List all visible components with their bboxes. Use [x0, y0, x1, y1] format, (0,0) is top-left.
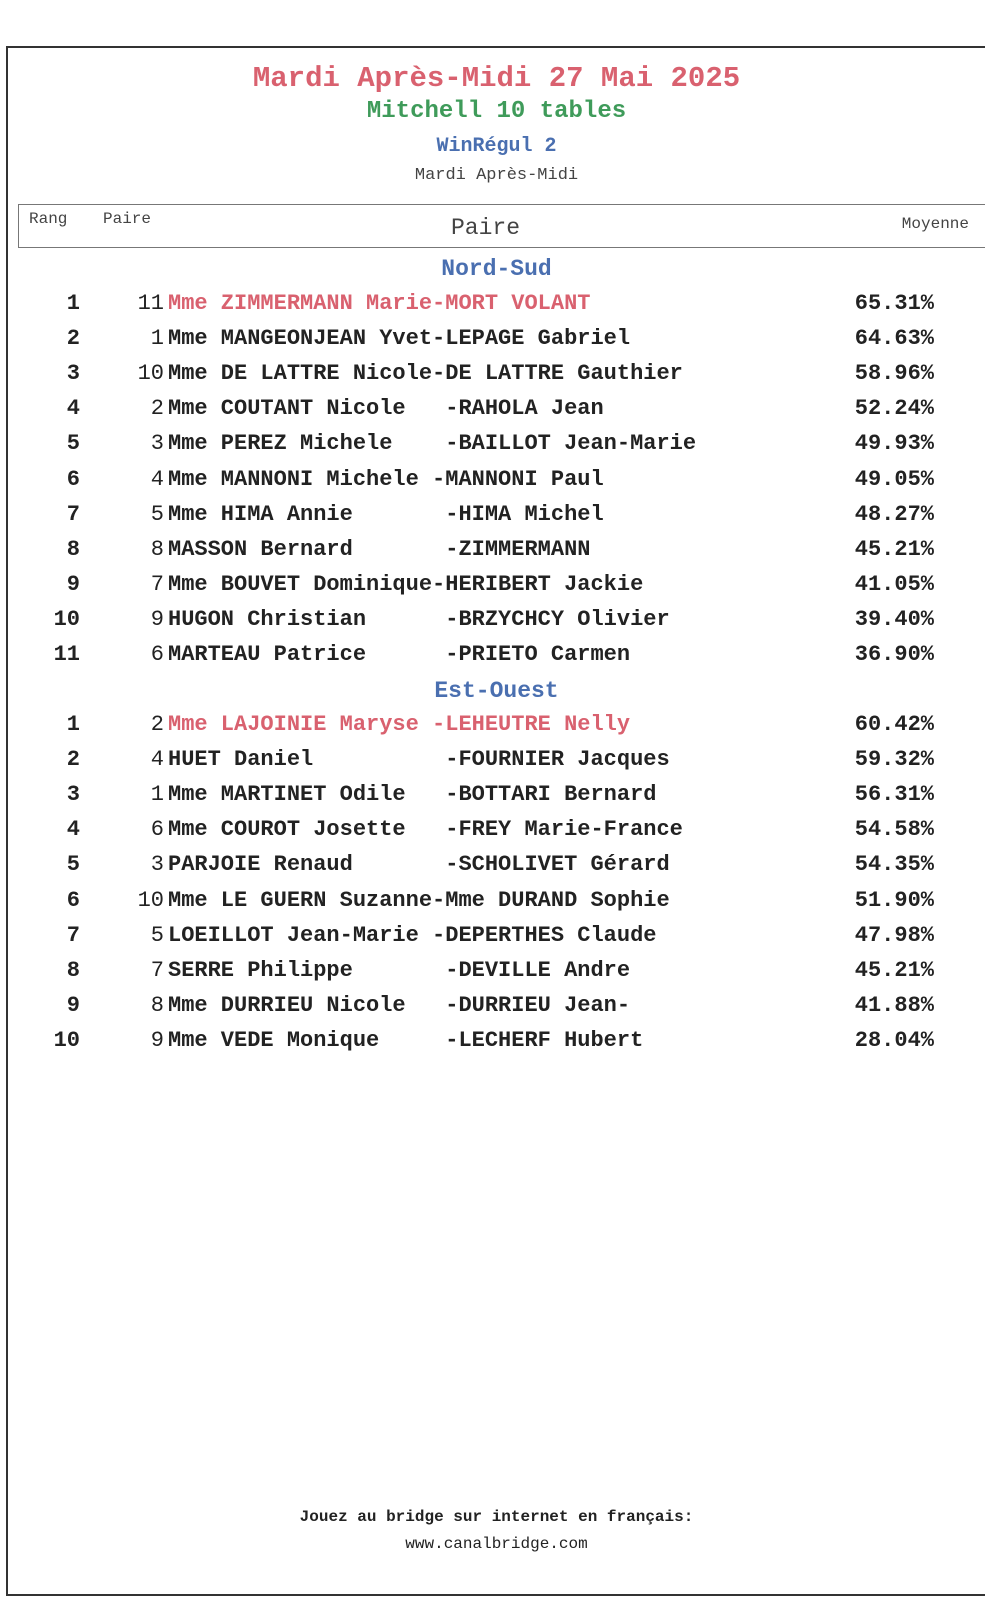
- pair-names-cell: Mme LE GUERN Suzanne-Mme DURAND Sophie: [168, 887, 670, 913]
- rank-cell: 4: [66, 817, 80, 843]
- pair-names-cell: Mme MANNONI Michele -MANNONI Paul: [168, 466, 604, 492]
- column-header: [18, 204, 985, 248]
- pair-number-cell: 3: [150, 852, 164, 878]
- score-cell: 47.98%: [854, 922, 934, 948]
- table-row: [8, 923, 978, 957]
- rank-cell: 8: [66, 536, 80, 562]
- pair-names-cell: PARJOIE Renaud -SCHOLIVET Gérard: [168, 852, 670, 878]
- pair-names-cell: LOEILLOT Jean-Marie -DEPERTHES Claude: [168, 922, 657, 948]
- footer-url: www.canalbridge.com: [405, 1535, 588, 1553]
- table-row: [8, 607, 978, 641]
- pair-number-cell: 1: [150, 782, 164, 808]
- rank-cell: 3: [66, 361, 80, 387]
- score-cell: 54.58%: [854, 817, 934, 843]
- rank-cell: 9: [66, 992, 80, 1018]
- rank-cell: 1: [66, 291, 80, 316]
- table-row: [8, 326, 978, 360]
- table-row: [8, 958, 978, 992]
- pair-names-cell: MASSON Bernard -ZIMMERMANN: [168, 536, 591, 562]
- rank-cell: 6: [66, 466, 80, 492]
- rank-cell: 10: [53, 606, 80, 632]
- rank-cell: 6: [66, 887, 80, 913]
- pair-names-cell: SERRE Philippe -DEVILLE Andre: [168, 957, 631, 983]
- score-cell: 39.40%: [854, 606, 934, 632]
- table-row: [8, 502, 978, 536]
- score-cell: 49.05%: [854, 466, 934, 492]
- rank-cell: 7: [66, 501, 80, 527]
- rank-cell: 4: [66, 396, 80, 422]
- rank-cell: 2: [66, 747, 80, 773]
- pair-names-cell: Mme VEDE Monique -LECHERF Hubert: [168, 1027, 644, 1053]
- score-cell: 41.88%: [854, 992, 934, 1018]
- pair-names-cell: Mme MARTINET Odile -BOTTARI Bernard: [168, 782, 657, 808]
- rank-cell: 5: [66, 431, 80, 457]
- pair-number-cell: 6: [150, 642, 164, 667]
- rank-cell: 3: [66, 782, 80, 808]
- pair-number-cell: 2: [150, 396, 164, 422]
- table-row: [8, 361, 978, 395]
- rank-cell: 1: [66, 712, 80, 737]
- score-cell: 28.04%: [854, 1027, 934, 1053]
- table-row: [8, 888, 978, 922]
- pair-names-cell: HUGON Christian -BRZYCHCY Olivier: [168, 606, 670, 632]
- table-row: [8, 396, 978, 430]
- score-cell: 52.24%: [854, 396, 934, 422]
- score-cell: 64.63%: [854, 326, 934, 352]
- pair-number-cell: 10: [137, 887, 164, 913]
- column-moyenne: Moyenne: [901, 215, 969, 233]
- section-title: Nord-Sud: [441, 256, 552, 282]
- pair-names-cell: Mme BOUVET Dominique-HERIBERT Jackie: [168, 571, 644, 597]
- score-cell: 51.90%: [854, 887, 934, 913]
- section-title: Est-Ouest: [434, 678, 559, 704]
- pair-names-cell: Mme ZIMMERMANN Marie-MORT VOLANT: [168, 291, 591, 316]
- pair-number-cell: 7: [150, 957, 164, 983]
- rank-cell: 10: [53, 1027, 80, 1053]
- table-row: [8, 993, 978, 1027]
- score-cell: 56.31%: [854, 782, 934, 808]
- page-title: Mardi Après-Midi 27 Mai 2025: [252, 62, 741, 95]
- pair-names-cell: Mme COUROT Josette -FREY Marie-France: [168, 817, 683, 843]
- pair-names-cell: Mme PEREZ Michele -BAILLOT Jean-Marie: [168, 431, 697, 457]
- pair-number-cell: 2: [150, 712, 164, 737]
- pair-number-cell: 4: [150, 747, 164, 773]
- score-cell: 45.21%: [854, 957, 934, 983]
- rank-cell: 11: [53, 642, 80, 667]
- rank-cell: 9: [66, 571, 80, 597]
- score-cell: 59.32%: [854, 747, 934, 773]
- score-cell: 58.96%: [854, 361, 934, 387]
- pair-number-cell: 8: [150, 536, 164, 562]
- pair-number-cell: 3: [150, 431, 164, 457]
- page-subtitle: Mitchell 10 tables: [366, 98, 627, 125]
- pair-number-cell: 8: [150, 992, 164, 1018]
- rank-cell: 8: [66, 957, 80, 983]
- table-row: [8, 572, 978, 606]
- score-cell: 60.42%: [854, 712, 934, 737]
- pair-number-cell: 10: [137, 361, 164, 387]
- table-row: [8, 712, 978, 746]
- pair-number-cell: 1: [150, 326, 164, 352]
- table-row: [8, 291, 978, 325]
- pair-number-cell: 11: [137, 291, 164, 316]
- software-label: WinRégul 2: [436, 135, 557, 158]
- pair-names-cell: Mme COUTANT Nicole -RAHOLA Jean: [168, 396, 604, 422]
- pair-names-cell: Mme HIMA Annie -HIMA Michel: [168, 501, 604, 527]
- column-rang: Rang: [29, 210, 68, 228]
- rank-cell: 5: [66, 852, 80, 878]
- column-paire: Paire: [451, 215, 521, 241]
- table-row: [8, 537, 978, 571]
- pair-number-cell: 9: [150, 606, 164, 632]
- pair-number-cell: 4: [150, 466, 164, 492]
- footer-text: Jouez au bridge sur internet en français:: [299, 1508, 694, 1526]
- results-sheet: [6, 46, 985, 1596]
- pair-number-cell: 5: [150, 501, 164, 527]
- table-row: [8, 747, 978, 781]
- table-row: [8, 642, 978, 676]
- pair-number-cell: 7: [150, 571, 164, 597]
- session-label: Mardi Après-Midi: [414, 166, 579, 185]
- pair-names-cell: Mme DURRIEU Nicole -DURRIEU Jean-: [168, 992, 631, 1018]
- column-paire-number: Paire: [103, 210, 152, 228]
- table-row: [8, 852, 978, 886]
- pair-names-cell: HUET Daniel -FOURNIER Jacques: [168, 747, 670, 773]
- pair-names-cell: MARTEAU Patrice -PRIETO Carmen: [168, 642, 631, 667]
- score-cell: 41.05%: [854, 571, 934, 597]
- pair-names-cell: Mme DE LATTRE Nicole-DE LATTRE Gauthier: [168, 361, 683, 387]
- score-cell: 48.27%: [854, 501, 934, 527]
- pair-names-cell: Mme LAJOINIE Maryse -LEHEUTRE Nelly: [168, 712, 631, 737]
- pair-number-cell: 9: [150, 1027, 164, 1053]
- table-row: [8, 431, 978, 465]
- table-row: [8, 817, 978, 851]
- pair-number-cell: 5: [150, 922, 164, 948]
- table-row: [8, 782, 978, 816]
- score-cell: 65.31%: [854, 291, 934, 316]
- table-row: [8, 467, 978, 501]
- pair-number-cell: 6: [150, 817, 164, 843]
- score-cell: 36.90%: [854, 642, 934, 667]
- rank-cell: 7: [66, 922, 80, 948]
- rank-cell: 2: [66, 326, 80, 352]
- score-cell: 45.21%: [854, 536, 934, 562]
- score-cell: 54.35%: [854, 852, 934, 878]
- table-row: [8, 1028, 978, 1062]
- pair-names-cell: Mme MANGEONJEAN Yvet-LEPAGE Gabriel: [168, 326, 631, 352]
- score-cell: 49.93%: [854, 431, 934, 457]
